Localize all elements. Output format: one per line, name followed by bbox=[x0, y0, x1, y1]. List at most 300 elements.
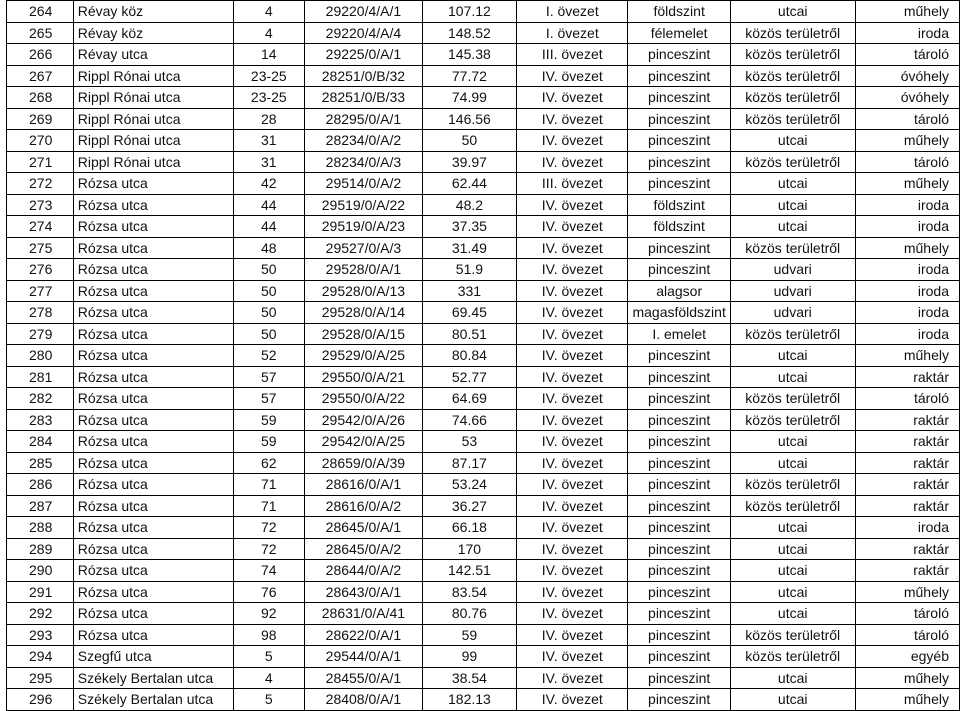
street-name-cell: Rippl Rónai utca bbox=[73, 87, 233, 109]
table-row bbox=[7, 216, 960, 238]
access-type-cell: utcai bbox=[730, 603, 855, 625]
usage-type-cell: műhely bbox=[855, 130, 959, 152]
table-row bbox=[7, 538, 960, 560]
row-number-cell: 268 bbox=[7, 87, 74, 109]
lot-number-cell: 28645/0/A/2 bbox=[305, 538, 423, 560]
row-number-cell: 270 bbox=[7, 130, 74, 152]
floor-area-cell: 87.17 bbox=[422, 452, 516, 474]
floor-area-cell: 80.51 bbox=[422, 323, 516, 345]
row-number-cell: 278 bbox=[7, 302, 74, 324]
access-type-cell: utcai bbox=[730, 194, 855, 216]
lot-number-cell: 29528/0/A/15 bbox=[305, 323, 423, 345]
street-name-cell: Rippl Rónai utca bbox=[73, 108, 233, 130]
table-row bbox=[7, 130, 960, 152]
table-row bbox=[7, 108, 960, 130]
street-name-cell: Rózsa utca bbox=[73, 280, 233, 302]
zone-cell: IV. övezet bbox=[517, 474, 628, 496]
row-number-cell: 294 bbox=[7, 646, 74, 668]
lot-number-cell: 29225/0/A/1 bbox=[305, 44, 423, 66]
lot-number-cell: 29528/0/A/14 bbox=[305, 302, 423, 324]
house-number-cell: 23-25 bbox=[233, 87, 305, 109]
usage-type-cell: iroda bbox=[855, 517, 959, 539]
floor-level-cell: pinceszint bbox=[628, 689, 730, 711]
usage-type-cell: tároló bbox=[855, 624, 959, 646]
access-type-cell: udvari bbox=[730, 280, 855, 302]
table-row bbox=[7, 366, 960, 388]
floor-level-cell: pinceszint bbox=[628, 87, 730, 109]
zone-cell: IV. övezet bbox=[517, 323, 628, 345]
table-row bbox=[7, 409, 960, 431]
zone-cell: I. övezet bbox=[517, 22, 628, 44]
lot-number-cell: 29550/0/A/21 bbox=[305, 366, 423, 388]
floor-area-cell: 99 bbox=[422, 646, 516, 668]
usage-type-cell: iroda bbox=[855, 323, 959, 345]
floor-area-cell: 77.72 bbox=[422, 65, 516, 87]
table-row bbox=[7, 173, 960, 195]
access-type-cell: utcai bbox=[730, 517, 855, 539]
floor-area-cell: 69.45 bbox=[422, 302, 516, 324]
zone-cell: IV. övezet bbox=[517, 581, 628, 603]
row-number-cell: 271 bbox=[7, 151, 74, 173]
lot-number-cell: 29542/0/A/25 bbox=[305, 431, 423, 453]
street-name-cell: Rózsa utca bbox=[73, 194, 233, 216]
usage-type-cell: tároló bbox=[855, 388, 959, 410]
street-name-cell: Rózsa utca bbox=[73, 474, 233, 496]
usage-type-cell: műhely bbox=[855, 581, 959, 603]
usage-type-cell: tároló bbox=[855, 108, 959, 130]
row-number-cell: 283 bbox=[7, 409, 74, 431]
floor-level-cell: pinceszint bbox=[628, 151, 730, 173]
floor-level-cell: pinceszint bbox=[628, 603, 730, 625]
table-row bbox=[7, 302, 960, 324]
floor-area-cell: 62.44 bbox=[422, 173, 516, 195]
floor-level-cell: pinceszint bbox=[628, 667, 730, 689]
floor-level-cell: pinceszint bbox=[628, 538, 730, 560]
access-type-cell: utcai bbox=[730, 1, 855, 23]
table-row bbox=[7, 474, 960, 496]
access-type-cell: utcai bbox=[730, 667, 855, 689]
floor-area-cell: 51.9 bbox=[422, 259, 516, 281]
usage-type-cell: tároló bbox=[855, 603, 959, 625]
street-name-cell: Székely Bertalan utca bbox=[73, 689, 233, 711]
access-type-cell: közös területről bbox=[730, 237, 855, 259]
floor-level-cell: magasföldszint bbox=[628, 302, 730, 324]
street-name-cell: Rippl Rónai utca bbox=[73, 65, 233, 87]
floor-area-cell: 182.13 bbox=[422, 689, 516, 711]
street-name-cell: Rózsa utca bbox=[73, 345, 233, 367]
floor-level-cell: földszint bbox=[628, 216, 730, 238]
row-number-cell: 269 bbox=[7, 108, 74, 130]
house-number-cell: 28 bbox=[233, 108, 305, 130]
floor-level-cell: pinceszint bbox=[628, 517, 730, 539]
access-type-cell: utcai bbox=[730, 345, 855, 367]
floor-level-cell: pinceszint bbox=[628, 65, 730, 87]
access-type-cell: utcai bbox=[730, 216, 855, 238]
house-number-cell: 50 bbox=[233, 280, 305, 302]
lot-number-cell: 29528/0/A/13 bbox=[305, 280, 423, 302]
table-row bbox=[7, 495, 960, 517]
floor-area-cell: 74.66 bbox=[422, 409, 516, 431]
street-name-cell: Rózsa utca bbox=[73, 323, 233, 345]
floor-area-cell: 145.38 bbox=[422, 44, 516, 66]
house-number-cell: 92 bbox=[233, 603, 305, 625]
row-number-cell: 277 bbox=[7, 280, 74, 302]
usage-type-cell: óvóhely bbox=[855, 87, 959, 109]
property-table bbox=[6, 0, 960, 711]
house-number-cell: 59 bbox=[233, 409, 305, 431]
house-number-cell: 14 bbox=[233, 44, 305, 66]
house-number-cell: 57 bbox=[233, 388, 305, 410]
lot-number-cell: 29519/0/A/22 bbox=[305, 194, 423, 216]
street-name-cell: Szegfű utca bbox=[73, 646, 233, 668]
house-number-cell: 50 bbox=[233, 259, 305, 281]
row-number-cell: 290 bbox=[7, 560, 74, 582]
floor-level-cell: pinceszint bbox=[628, 431, 730, 453]
house-number-cell: 23-25 bbox=[233, 65, 305, 87]
usage-type-cell: tároló bbox=[855, 44, 959, 66]
table-row bbox=[7, 624, 960, 646]
table-row bbox=[7, 452, 960, 474]
floor-area-cell: 66.18 bbox=[422, 517, 516, 539]
table-row bbox=[7, 194, 960, 216]
floor-area-cell: 146.56 bbox=[422, 108, 516, 130]
usage-type-cell: raktár bbox=[855, 538, 959, 560]
floor-level-cell: földszint bbox=[628, 194, 730, 216]
access-type-cell: közös területről bbox=[730, 495, 855, 517]
lot-number-cell: 28251/0/B/33 bbox=[305, 87, 423, 109]
floor-level-cell: I. emelet bbox=[628, 323, 730, 345]
usage-type-cell: iroda bbox=[855, 280, 959, 302]
floor-level-cell: pinceszint bbox=[628, 44, 730, 66]
row-number-cell: 287 bbox=[7, 495, 74, 517]
row-number-cell: 291 bbox=[7, 581, 74, 603]
lot-number-cell: 29220/4/A/1 bbox=[305, 1, 423, 23]
usage-type-cell: raktár bbox=[855, 495, 959, 517]
house-number-cell: 57 bbox=[233, 366, 305, 388]
street-name-cell: Révay utca bbox=[73, 44, 233, 66]
lot-number-cell: 28643/0/A/1 bbox=[305, 581, 423, 603]
table-row bbox=[7, 603, 960, 625]
table-row bbox=[7, 667, 960, 689]
floor-level-cell: földszint bbox=[628, 1, 730, 23]
floor-level-cell: pinceszint bbox=[628, 388, 730, 410]
zone-cell: IV. övezet bbox=[517, 560, 628, 582]
row-number-cell: 285 bbox=[7, 452, 74, 474]
zone-cell: IV. övezet bbox=[517, 151, 628, 173]
floor-area-cell: 39.97 bbox=[422, 151, 516, 173]
access-type-cell: közös területről bbox=[730, 44, 855, 66]
lot-number-cell: 29527/0/A/3 bbox=[305, 237, 423, 259]
house-number-cell: 44 bbox=[233, 194, 305, 216]
floor-level-cell: pinceszint bbox=[628, 259, 730, 281]
lot-number-cell: 28295/0/A/1 bbox=[305, 108, 423, 130]
access-type-cell: közös területről bbox=[730, 624, 855, 646]
table-row bbox=[7, 151, 960, 173]
zone-cell: III. övezet bbox=[517, 44, 628, 66]
floor-area-cell: 37.35 bbox=[422, 216, 516, 238]
floor-area-cell: 142.51 bbox=[422, 560, 516, 582]
row-number-cell: 296 bbox=[7, 689, 74, 711]
table-row bbox=[7, 581, 960, 603]
lot-number-cell: 28408/0/A/1 bbox=[305, 689, 423, 711]
floor-level-cell: pinceszint bbox=[628, 646, 730, 668]
floor-level-cell: pinceszint bbox=[628, 345, 730, 367]
access-type-cell: közös területről bbox=[730, 388, 855, 410]
zone-cell: IV. övezet bbox=[517, 302, 628, 324]
row-number-cell: 276 bbox=[7, 259, 74, 281]
access-type-cell: utcai bbox=[730, 452, 855, 474]
floor-level-cell: alagsor bbox=[628, 280, 730, 302]
zone-cell: IV. övezet bbox=[517, 409, 628, 431]
zone-cell: IV. övezet bbox=[517, 667, 628, 689]
floor-area-cell: 170 bbox=[422, 538, 516, 560]
lot-number-cell: 29529/0/A/25 bbox=[305, 345, 423, 367]
lot-number-cell: 29220/4/A/4 bbox=[305, 22, 423, 44]
access-type-cell: udvari bbox=[730, 259, 855, 281]
street-name-cell: Székely Bertalan utca bbox=[73, 667, 233, 689]
house-number-cell: 4 bbox=[233, 1, 305, 23]
lot-number-cell: 28455/0/A/1 bbox=[305, 667, 423, 689]
floor-level-cell: pinceszint bbox=[628, 495, 730, 517]
access-type-cell: utcai bbox=[730, 560, 855, 582]
row-number-cell: 286 bbox=[7, 474, 74, 496]
lot-number-cell: 28234/0/A/2 bbox=[305, 130, 423, 152]
zone-cell: IV. övezet bbox=[517, 646, 628, 668]
table-row bbox=[7, 560, 960, 582]
floor-area-cell: 80.84 bbox=[422, 345, 516, 367]
floor-area-cell: 50 bbox=[422, 130, 516, 152]
house-number-cell: 5 bbox=[233, 646, 305, 668]
house-number-cell: 98 bbox=[233, 624, 305, 646]
street-name-cell: Rózsa utca bbox=[73, 603, 233, 625]
floor-level-cell: pinceszint bbox=[628, 237, 730, 259]
table-row bbox=[7, 388, 960, 410]
house-number-cell: 71 bbox=[233, 495, 305, 517]
zone-cell: IV. övezet bbox=[517, 194, 628, 216]
lot-number-cell: 29514/0/A/2 bbox=[305, 173, 423, 195]
access-type-cell: utcai bbox=[730, 130, 855, 152]
street-name-cell: Rózsa utca bbox=[73, 173, 233, 195]
street-name-cell: Rózsa utca bbox=[73, 259, 233, 281]
house-number-cell: 74 bbox=[233, 560, 305, 582]
access-type-cell: közös területről bbox=[730, 151, 855, 173]
access-type-cell: utcai bbox=[730, 173, 855, 195]
street-name-cell: Rózsa utca bbox=[73, 237, 233, 259]
row-number-cell: 292 bbox=[7, 603, 74, 625]
zone-cell: IV. övezet bbox=[517, 345, 628, 367]
zone-cell: IV. övezet bbox=[517, 130, 628, 152]
street-name-cell: Rippl Rónai utca bbox=[73, 130, 233, 152]
row-number-cell: 272 bbox=[7, 173, 74, 195]
house-number-cell: 59 bbox=[233, 431, 305, 453]
table-row bbox=[7, 87, 960, 109]
street-name-cell: Rózsa utca bbox=[73, 452, 233, 474]
street-name-cell: Rózsa utca bbox=[73, 624, 233, 646]
access-type-cell: közös területről bbox=[730, 22, 855, 44]
zone-cell: IV. övezet bbox=[517, 280, 628, 302]
row-number-cell: 273 bbox=[7, 194, 74, 216]
street-name-cell: Rózsa utca bbox=[73, 517, 233, 539]
row-number-cell: 266 bbox=[7, 44, 74, 66]
usage-type-cell: raktár bbox=[855, 474, 959, 496]
street-name-cell: Révay köz bbox=[73, 1, 233, 23]
street-name-cell: Rózsa utca bbox=[73, 409, 233, 431]
usage-type-cell: iroda bbox=[855, 302, 959, 324]
house-number-cell: 72 bbox=[233, 517, 305, 539]
row-number-cell: 267 bbox=[7, 65, 74, 87]
floor-area-cell: 74.99 bbox=[422, 87, 516, 109]
usage-type-cell: műhely bbox=[855, 667, 959, 689]
house-number-cell: 42 bbox=[233, 173, 305, 195]
zone-cell: IV. övezet bbox=[517, 495, 628, 517]
usage-type-cell: műhely bbox=[855, 173, 959, 195]
row-number-cell: 274 bbox=[7, 216, 74, 238]
lot-number-cell: 28616/0/A/2 bbox=[305, 495, 423, 517]
street-name-cell: Rózsa utca bbox=[73, 366, 233, 388]
street-name-cell: Rózsa utca bbox=[73, 216, 233, 238]
zone-cell: IV. övezet bbox=[517, 538, 628, 560]
street-name-cell: Rózsa utca bbox=[73, 495, 233, 517]
access-type-cell: közös területről bbox=[730, 323, 855, 345]
house-number-cell: 48 bbox=[233, 237, 305, 259]
floor-area-cell: 53 bbox=[422, 431, 516, 453]
street-name-cell: Révay köz bbox=[73, 22, 233, 44]
row-number-cell: 265 bbox=[7, 22, 74, 44]
zone-cell: IV. övezet bbox=[517, 87, 628, 109]
floor-level-cell: pinceszint bbox=[628, 452, 730, 474]
floor-area-cell: 31.49 bbox=[422, 237, 516, 259]
floor-area-cell: 83.54 bbox=[422, 581, 516, 603]
usage-type-cell: műhely bbox=[855, 689, 959, 711]
row-number-cell: 288 bbox=[7, 517, 74, 539]
floor-area-cell: 107.12 bbox=[422, 1, 516, 23]
usage-type-cell: iroda bbox=[855, 22, 959, 44]
lot-number-cell: 29544/0/A/1 bbox=[305, 646, 423, 668]
table-row bbox=[7, 323, 960, 345]
usage-type-cell: egyéb bbox=[855, 646, 959, 668]
floor-level-cell: pinceszint bbox=[628, 366, 730, 388]
access-type-cell: közös területről bbox=[730, 474, 855, 496]
house-number-cell: 31 bbox=[233, 151, 305, 173]
access-type-cell: utcai bbox=[730, 431, 855, 453]
house-number-cell: 4 bbox=[233, 667, 305, 689]
house-number-cell: 72 bbox=[233, 538, 305, 560]
floor-level-cell: pinceszint bbox=[628, 560, 730, 582]
usage-type-cell: iroda bbox=[855, 259, 959, 281]
access-type-cell: közös területről bbox=[730, 409, 855, 431]
access-type-cell: közös területről bbox=[730, 646, 855, 668]
zone-cell: IV. övezet bbox=[517, 517, 628, 539]
lot-number-cell: 29542/0/A/26 bbox=[305, 409, 423, 431]
access-type-cell: utcai bbox=[730, 538, 855, 560]
usage-type-cell: műhely bbox=[855, 237, 959, 259]
house-number-cell: 50 bbox=[233, 302, 305, 324]
house-number-cell: 62 bbox=[233, 452, 305, 474]
table-row bbox=[7, 280, 960, 302]
lot-number-cell: 29519/0/A/23 bbox=[305, 216, 423, 238]
street-name-cell: Rózsa utca bbox=[73, 431, 233, 453]
floor-level-cell: pinceszint bbox=[628, 474, 730, 496]
house-number-cell: 76 bbox=[233, 581, 305, 603]
row-number-cell: 281 bbox=[7, 366, 74, 388]
row-number-cell: 264 bbox=[7, 1, 74, 23]
lot-number-cell: 28251/0/B/32 bbox=[305, 65, 423, 87]
lot-number-cell: 29550/0/A/22 bbox=[305, 388, 423, 410]
floor-area-cell: 64.69 bbox=[422, 388, 516, 410]
access-type-cell: utcai bbox=[730, 689, 855, 711]
access-type-cell: közös területről bbox=[730, 65, 855, 87]
zone-cell: IV. övezet bbox=[517, 366, 628, 388]
row-number-cell: 289 bbox=[7, 538, 74, 560]
floor-area-cell: 148.52 bbox=[422, 22, 516, 44]
usage-type-cell: raktár bbox=[855, 560, 959, 582]
usage-type-cell: műhely bbox=[855, 345, 959, 367]
table-body bbox=[7, 1, 960, 711]
zone-cell: IV. övezet bbox=[517, 216, 628, 238]
lot-number-cell: 28622/0/A/1 bbox=[305, 624, 423, 646]
zone-cell: IV. övezet bbox=[517, 237, 628, 259]
access-type-cell: utcai bbox=[730, 581, 855, 603]
table-row bbox=[7, 44, 960, 66]
lot-number-cell: 28616/0/A/1 bbox=[305, 474, 423, 496]
row-number-cell: 282 bbox=[7, 388, 74, 410]
row-number-cell: 284 bbox=[7, 431, 74, 453]
zone-cell: IV. övezet bbox=[517, 65, 628, 87]
usage-type-cell: iroda bbox=[855, 194, 959, 216]
zone-cell: IV. övezet bbox=[517, 624, 628, 646]
house-number-cell: 5 bbox=[233, 689, 305, 711]
access-type-cell: közös területről bbox=[730, 108, 855, 130]
row-number-cell: 280 bbox=[7, 345, 74, 367]
street-name-cell: Rippl Rónai utca bbox=[73, 151, 233, 173]
table-row bbox=[7, 237, 960, 259]
street-name-cell: Rózsa utca bbox=[73, 581, 233, 603]
usage-type-cell: tároló bbox=[855, 151, 959, 173]
table-row bbox=[7, 517, 960, 539]
lot-number-cell: 28644/0/A/2 bbox=[305, 560, 423, 582]
table-row bbox=[7, 22, 960, 44]
street-name-cell: Rózsa utca bbox=[73, 560, 233, 582]
row-number-cell: 293 bbox=[7, 624, 74, 646]
zone-cell: IV. övezet bbox=[517, 108, 628, 130]
house-number-cell: 4 bbox=[233, 22, 305, 44]
floor-area-cell: 80.76 bbox=[422, 603, 516, 625]
zone-cell: I. övezet bbox=[517, 1, 628, 23]
table-row bbox=[7, 65, 960, 87]
row-number-cell: 279 bbox=[7, 323, 74, 345]
house-number-cell: 71 bbox=[233, 474, 305, 496]
zone-cell: IV. övezet bbox=[517, 259, 628, 281]
floor-area-cell: 48.2 bbox=[422, 194, 516, 216]
floor-level-cell: pinceszint bbox=[628, 624, 730, 646]
access-type-cell: udvari bbox=[730, 302, 855, 324]
house-number-cell: 50 bbox=[233, 323, 305, 345]
usage-type-cell: raktár bbox=[855, 452, 959, 474]
lot-number-cell: 29528/0/A/1 bbox=[305, 259, 423, 281]
floor-area-cell: 53.24 bbox=[422, 474, 516, 496]
zone-cell: IV. övezet bbox=[517, 431, 628, 453]
access-type-cell: közös területről bbox=[730, 87, 855, 109]
lot-number-cell: 28645/0/A/1 bbox=[305, 517, 423, 539]
floor-area-cell: 38.54 bbox=[422, 667, 516, 689]
table-row bbox=[7, 431, 960, 453]
street-name-cell: Rózsa utca bbox=[73, 538, 233, 560]
row-number-cell: 295 bbox=[7, 667, 74, 689]
zone-cell: III. övezet bbox=[517, 173, 628, 195]
house-number-cell: 31 bbox=[233, 130, 305, 152]
usage-type-cell: műhely bbox=[855, 1, 959, 23]
usage-type-cell: raktár bbox=[855, 409, 959, 431]
